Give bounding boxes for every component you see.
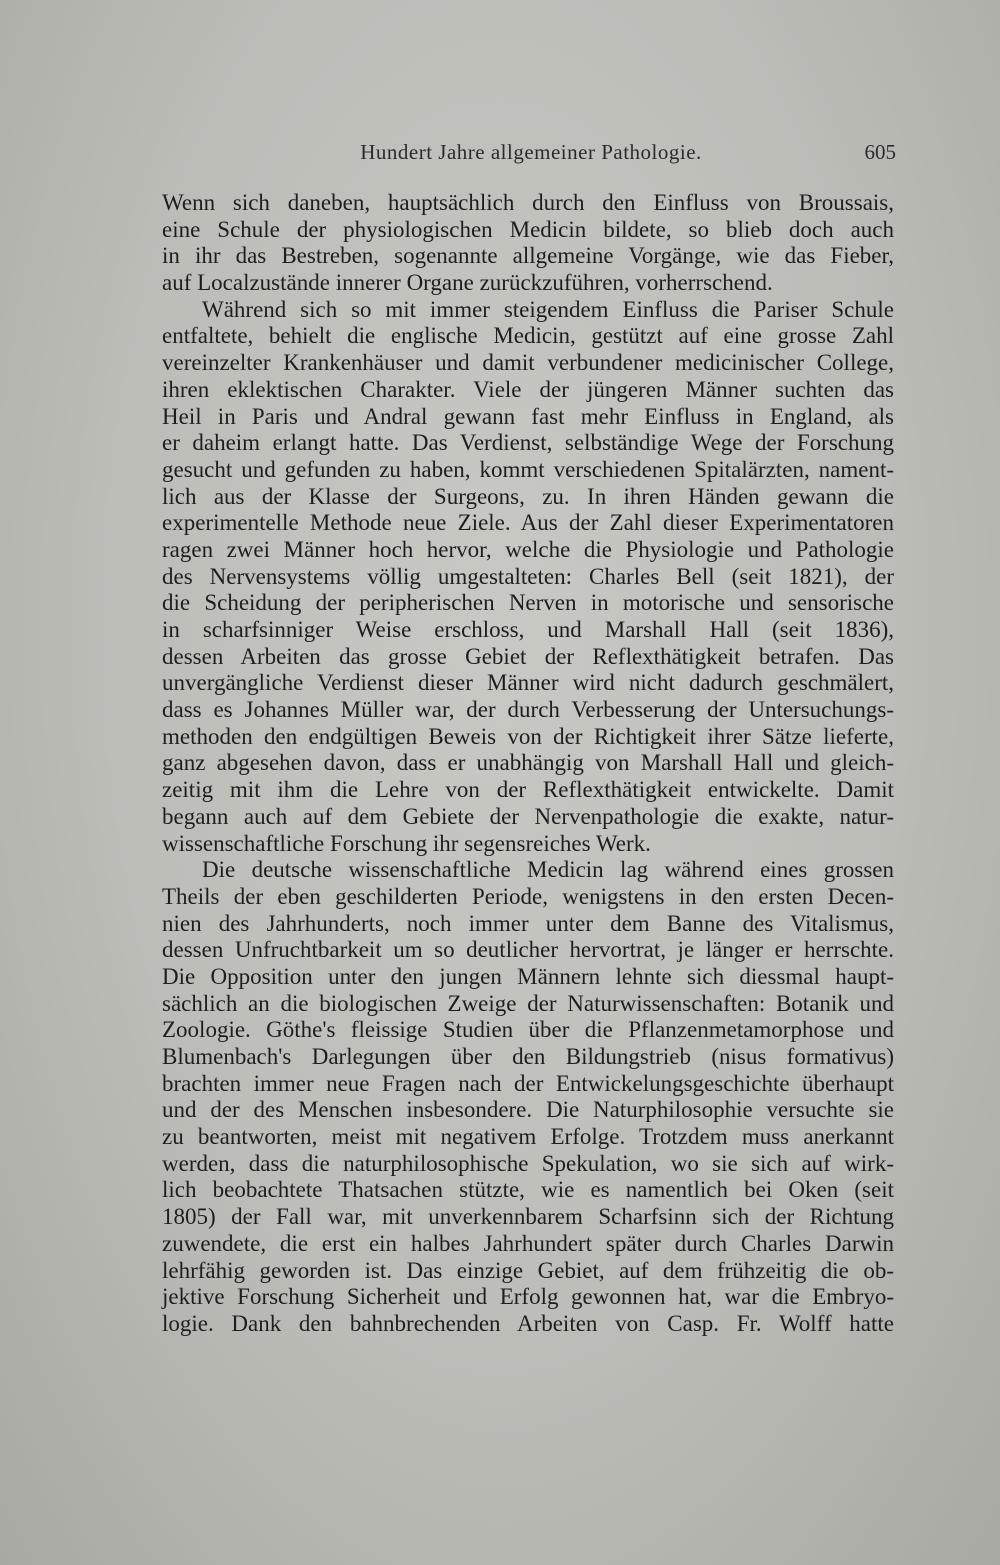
text-line: werden, dass die naturphilosophische Spekulation, wo sie sich auf wirk-: [162, 1150, 894, 1176]
text-line: dessen Unfruchtbarkeit um so deutlicher hervortrat, je länger er herrschte.: [162, 937, 894, 963]
text-line: Zoologie. Göthe's fleissige Studien über die Pflanzenmetamorphose und: [162, 1017, 894, 1043]
text-line: zu beantworten, meist mit negativem Erfolge. Trotzdem muss anerkannt: [162, 1124, 894, 1150]
text-line: in scharfsinniger Weise erschloss, und Marshall Hall (seit 1836),: [162, 617, 894, 642]
page-number: 605: [864, 140, 896, 164]
text-line: lich aus der Klasse der Surgeons, zu. In ihren Händen gewann die: [162, 483, 894, 509]
text-line: experimentelle Methode neue Ziele. Aus der Zahl dieser Experimentatoren: [162, 510, 894, 536]
text-line: und der des Menschen insbesondere. Die Naturphilosophie versuchte sie: [162, 1097, 894, 1123]
text-line: sächlich an die biologischen Zweige der Naturwissenschaften: Botanik und: [162, 990, 894, 1016]
text-line: entfaltete, behielt die englische Medicin, gestützt auf eine grosse Zahl: [162, 323, 894, 349]
text-line: Theils der eben geschilderten Periode, wenigstens in den ersten Decen-: [162, 883, 894, 909]
text-line: ihren eklektischen Charakter. Viele der jüngeren Männer suchten das: [162, 376, 894, 402]
text-line: brachten immer neue Fragen nach der Entwickelungsgeschichte überhaupt: [162, 1070, 894, 1096]
text-line: nien des Jahrhunderts, noch immer unter dem Banne des Vitalismus,: [162, 910, 894, 936]
text-line: eine Schule der physiologischen Medicin bildete, so blieb doch auch: [162, 216, 894, 242]
text-line: des Nervensystems völlig umgestalteten: Charles Bell (seit 1821), der: [162, 563, 894, 589]
text-line: dessen Arbeiten das grosse Gebiet der Reflexthätigkeit betrafen. Das: [162, 643, 894, 669]
running-head: [160, 140, 902, 170]
text-line: Heil in Paris und Andral gewann fast mehr Einfluss in England, als: [162, 403, 894, 429]
text-line: zeitig mit ihm die Lehre von der Reflexthätigkeit entwickelte. Damit: [162, 777, 894, 803]
text-line: dass es Johannes Müller war, der durch Verbesserung der Untersuchungs-: [162, 697, 894, 723]
text-line: die Scheidung der peripherischen Nerven in motorische und sensorische: [162, 590, 894, 616]
running-title: Hundert Jahre allgemeiner Pathologie.: [360, 140, 702, 164]
text-line: ganz abgesehen davon, dass er unabhängig von Marshall Hall und gleich-: [162, 750, 894, 776]
text-line: 1805) der Fall war, mit unverkennbarem Scharfsinn sich der Richtung: [162, 1204, 894, 1230]
text-line: methoden den endgültigen Beweis von der Richtigkeit ihrer Sätze lieferte,: [162, 723, 894, 749]
text-line: Blumenbach's Darlegungen über den Bildungstrieb (nisus formativus): [162, 1044, 894, 1069]
text-line: wissenschaftliche Forschung ihr segensreiches Werk.: [162, 830, 651, 856]
text-line: Die Opposition unter den jungen Männern lehnte sich diessmal haupt-: [162, 963, 894, 989]
body-text: [162, 190, 894, 1338]
text-line: unvergängliche Verdienst dieser Männer wird nicht dadurch geschmälert,: [162, 670, 894, 696]
text-line: auf Localzustände innerer Organe zurückzuführen, vorherrschend.: [162, 270, 773, 296]
text-line: lehrfähig geworden ist. Das einzige Gebiet, auf dem frühzeitig die ob-: [162, 1257, 894, 1283]
text-line: lich beobachtete Thatsachen stützte, wie es namentlich bei Oken (seit: [162, 1177, 894, 1203]
text-line: ragen zwei Männer hoch hervor, welche die Physiologie und Pathologie: [162, 536, 894, 562]
text-line: logie. Dank den bahnbrechenden Arbeiten von Casp. Fr. Wolff hatte: [162, 1310, 894, 1336]
text-line: Wenn sich daneben, hauptsächlich durch den Einfluss von Broussais,: [162, 190, 894, 215]
text-line: Die deutsche wissenschaftliche Medicin lag während eines grossen: [202, 857, 894, 883]
text-line: Während sich so mit immer steigendem Einfluss die Pariser Schule: [202, 296, 894, 322]
text-line: gesucht und gefunden zu haben, kommt verschiedenen Spitalärzten, nament-: [162, 456, 894, 482]
text-line: zuwendete, die erst ein halbes Jahrhundert später durch Charles Darwin: [162, 1230, 894, 1256]
text-line: in ihr das Bestreben, sogenannte allgemeine Vorgänge, wie das Fieber,: [162, 243, 894, 269]
text-line: begann auch auf dem Gebiete der Nervenpathologie die exakte, natur-: [162, 803, 894, 829]
text-line: vereinzelter Krankenhäuser und damit verbundener medicinischer College,: [162, 350, 894, 376]
text-line: jektive Forschung Sicherheit und Erfolg gewonnen hat, war die Embryo-: [162, 1284, 894, 1310]
text-line: er daheim erlangt hatte. Das Verdienst, selbständige Wege der Forschung: [162, 430, 894, 456]
